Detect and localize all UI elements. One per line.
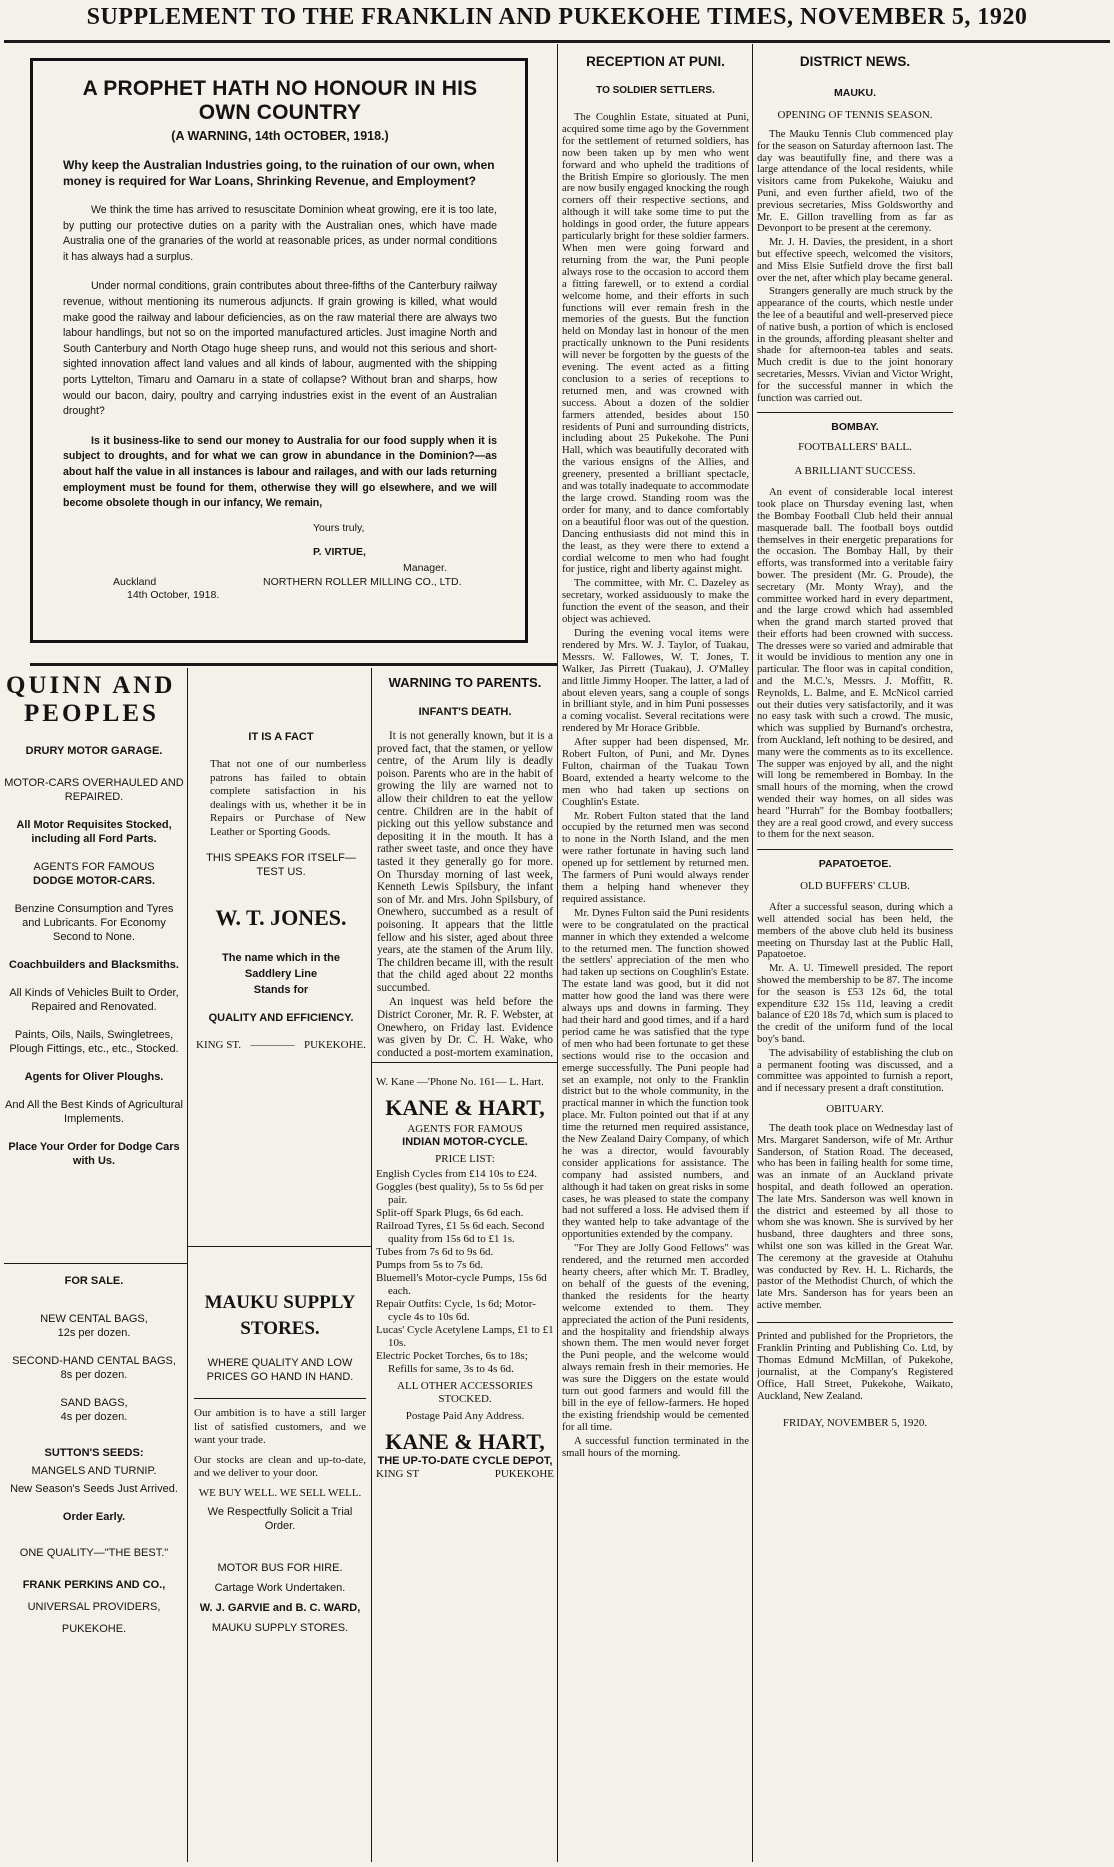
reception-paragraph-7: "For They are Jolly Good Fellows" was rendered, and the returned men accorded hearty cheers, after which Mr. T. Bradley, on behalf of the guests of the evening, thanked the residents for the hearty welcome extended to them. They appreciated the action of the Puni residents, and the hospitality and friendship always shown them. The men would never forget the Puni people, and the welcome would always remain fresh in their memories. He was sure the Diggers on the estate would turn out good farmers and would fill the bill in the eye of fellow-farmers. He hoped the existing friendship would be cemented for all time.	[562, 1242, 749, 1433]
reception-heading: RECEPTION AT PUNI.	[586, 54, 725, 69]
ad-paragraph-2: Under normal conditions, grain contributes about three-fifths of the Canterbury railway revenue, without mentioning its numerous adjuncts. If grain growing is killed, what would make good the railway and labour deficiencies, as on the raw material there are always two labour handlings, but not so on the imported manufactured articles. Just imagine North and South Canterbury and North Otago huge sheep runs, and would not this serious and short-sighted innovation affect land values and all kinds of labour, augmented with the shipping ports Lyttelton, Timaru and Oamaru in a state of collapse? Without bran and sharps, how would our bacon, dairy, poultry and carrying industries exist in the event of an Australian drought?	[63, 280, 497, 418]
sale-new-season: New Season's Seeds Just Arrived.	[10, 1483, 178, 1495]
ad-lead: Why keep the Australian Industries going, to the ruination of our own, when money is required for War Loans, Shrinking Revenue, and Employment?	[63, 158, 495, 188]
price-item: English Cycles from £14 10s to £24.	[376, 1168, 538, 1180]
warning-paragraph-2: An inquest was held before the District Coroner, Mr. R. F. Webster, at Onewhero, on Friday last. Evidence was given by Dr. C. H. Wake, who conducted a post-mortem examination,	[377, 996, 553, 1057]
kane-phone-line: W. Kane —'Phone No. 161— L. Hart.	[376, 1076, 544, 1088]
ball-subheading: A BRILLIANT SUCCESS.	[794, 465, 916, 478]
obituary-heading: OBITUARY.	[826, 1102, 884, 1115]
ad-signer: P. VIRTUE,	[313, 545, 366, 558]
jones-street: KING ST.	[196, 1039, 242, 1051]
imprint: Printed and published for the Proprietors, the Franklin Printing and Publishing Co. Ltd, by Thomas Edmund McMillan, of Pukekohe, journalist, at the Company's Registered Office, Hall Street, Pukekohe, Waikato, Auckland, New Zealand.	[757, 1330, 953, 1402]
reception-paragraph-3: During the evening vocal items were rendered by Mrs. W. J. Taylor, of Tuakau, Messrs. W. Fallowes, W. T. Jones, T. Walker, Jas Pirrett (Tuakau), J. O'Malley and little Jimmy Hooper. The latter, a lad of about eleven years, sang a couple of songs in brilliant style, and in him Puni possesses a coming vocalist. Several recitations were rendered by Mr Horace Gribble.	[562, 626, 749, 735]
stores-owners: W. J. GARVIE and B. C. WARD,	[199, 1601, 361, 1614]
sale-order: Order Early.	[62, 1511, 126, 1523]
price-item: Pumps from 5s to 7s 6d.	[376, 1259, 483, 1271]
obituary-body	[757, 1123, 953, 1312]
ad-yours: Yours truly,	[313, 521, 365, 534]
stores-footer: MAUKU SUPPLY STORES.	[211, 1621, 349, 1634]
stores-stocks: Our stocks are clean and up-to-date, and we deliver to your door.	[194, 1453, 366, 1479]
sale-second-bags: SECOND-HAND CENTAL BAGS,	[12, 1355, 176, 1367]
masthead-rule	[4, 40, 1110, 43]
buffers-body	[757, 902, 953, 1095]
jones-town: PUKEKOHE.	[303, 1039, 366, 1051]
quinn-oliver: Agents for Oliver Ploughs.	[24, 1071, 164, 1083]
sale-new-bags: NEW CENTAL BAGS,	[40, 1313, 148, 1325]
buffers-paragraph-3: The advisability of establishing the club on a permanent footing was discussed, and a committee was appointed to furnish a report, and if necessary present a draft constitution.	[757, 1047, 953, 1095]
sale-sand-bags: SAND BAGS,	[60, 1397, 128, 1409]
ball-paragraph-1: An event of considerable local interest took place on Thursday evening last, when the Bombay Football Club held their annual masquerade ball. The football boys outdid themselves in their energetic preparations for the occasion. The Bombay Hall, by their efforts, was transformed into a veritable fairy bower. The president (Mr. G. Proude), the secretary (Mr. Monty Wray), and the committee worked hard in every department, and the large crowd which had assembled when the grand march started proved that their efforts had been crowned with success. The dresses were so varied and admirable that it would be invidious to mention any one in particular. The floor was in capital condition, and the M.C.'s, Messrs. J. Moffitt, R. Reynolds, L. Balme, and E. McNicol carried out their duties very satisfactorily, and it was no easy task with such a crowd. The music, which was supplied by Burnand's orchestra, from Auckland, left nothing to be desired, and many were the comments as to its excellence. The supper was enjoyed by all, and the night will long be remembered in Bombay. In the small hours of the morning, when the crowd wended their way homes, on all sides was heard "Hurrah" for the Bombay footballers; they are a real good crowd, and every success to them for the next season.	[757, 487, 953, 841]
reception-paragraph-1: The Coughlin Estate, situated at Puni, acquired some time ago by the Government for the settlement of returned soldiers, has now been taken up by men who went forward and who upheld the traditions of the British Empire so gloriously. The men are now busily engaged knocking the rough corners off their respective sections, and although it will take some time to put the holdings in good order, the future appears particularly bright for these soldier farmers. When men were going forward and returning from the war, the Puni people always rose to the occasion to accord them a fitting farewell, or to extend a cordial welcome home, and their efforts in such functions will ever remain fresh in the memories of the guests. But the function held on Monday last in honour of the men practically unknown to the Puni residents will never be forgotten by the guests of the evening. The event acted as a fitting conclusion to a series of receptions to returned men, and was crowned with success. About a dozen of the soldier farmers attended, besides about 150 residents of Puni and surrounding districts, including about 25 Pukekohe. The Puni Hall, which was beautifully decorated with the various ensigns of the Allies, and greenery, presented a brilliant spectacle, and was totally inadequate to accommodate the large crowd. Standing room was the order for many, and to dance comfortably on a beautiful floor was out of the question. Dancing enthusiasts did not mind this in the least, as they were there to extend a cordial welcome to men who had fought for justice, right and liberty against might.	[562, 111, 749, 576]
price-item: Tubes from 7s 6d to 9s 6d.	[376, 1246, 494, 1258]
reception-subheading: TO SOLDIER SETTLERS.	[596, 85, 715, 96]
ad-paragraph-1: We think the time has arrived to resuscitate Dominion wheat growing, ere it is too late, by putting our protective duties on a parity with the Australian ones, which have made Australia one of the granaries of the world at reasonable prices, as under normal conditions it has always had a surplus.	[63, 204, 497, 263]
kane-town: PUKEKOHE	[494, 1468, 554, 1480]
district-rule-3	[757, 1322, 953, 1323]
stores-bus: MOTOR BUS FOR HIRE.	[217, 1561, 343, 1574]
warning-subheading: INFANT'S DEATH.	[418, 706, 512, 718]
district-mauku: MAUKU.	[834, 87, 876, 99]
kane-hart-ad	[376, 1076, 554, 1862]
kane-postage: Postage Paid Any Address.	[405, 1410, 525, 1422]
sale-heading: FOR SALE.	[64, 1275, 124, 1287]
masthead: SUPPLEMENT TO THE FRANKLIN AND PUKEKOHE TIMES, NOVEMBER 5, 1920	[86, 4, 1028, 30]
kane-street: KING ST	[376, 1468, 420, 1480]
jones-line-3: Stands for	[253, 984, 309, 996]
district-heading: DISTRICT NEWS.	[799, 54, 911, 69]
tennis-paragraph-1: The Mauku Tennis Club commenced play for the season on Saturday afternoon last. The day was beautifully fine, and there was a large attendance of the local residents, while visitors came from Pukekohe, Waiuku and Puni, and even further afield, two of the previous secretaries, Miss Goldsworthy and Mr. E. Gillon travelling from as far as Devonport to be present at the ceremony.	[757, 129, 953, 235]
stores-where: WHERE QUALITY AND LOW PRICES GO HAND IN HAND.	[206, 1357, 354, 1383]
sale-pukekohe: PUKEKOHE.	[61, 1623, 127, 1635]
reception-paragraph-8: A successful function terminated in the small hours of the morning.	[562, 1434, 749, 1459]
warning-divider	[372, 1062, 557, 1063]
dateline: FRIDAY, NOVEMBER 5, 1920.	[782, 1416, 928, 1429]
stores-title: MAUKU SUPPLY STORES.	[204, 1292, 356, 1339]
warning-body	[377, 730, 553, 1057]
ad-place: Auckland	[113, 575, 157, 588]
ad-subtitle: (A WARNING, 14th OCTOBER, 1918.)	[171, 129, 389, 143]
quinn-requisites: All Motor Requisites Stocked, including all Ford Parts.	[16, 819, 172, 845]
price-list	[376, 1168, 554, 1376]
quinn-implements: And All the Best Kinds of Agricultural Implements.	[5, 1099, 183, 1125]
warning-article	[377, 675, 553, 1057]
quinn-vehicles: All Kinds of Vehicles Built to Order, Repaired and Renovated.	[9, 987, 179, 1013]
jones-heading: IT IS A FACT	[248, 731, 314, 743]
quinn-coach: Coachbuilders and Blacksmiths.	[9, 959, 179, 971]
kane-depot: THE UP-TO-DATE CYCLE DEPOT,	[377, 1455, 553, 1467]
section-rule	[30, 663, 557, 666]
sale-second-price: 8s per dozen.	[60, 1369, 128, 1381]
jones-quality: QUALITY AND EFFICIENCY.	[208, 1012, 354, 1024]
jones-line-2: Saddlery Line	[244, 968, 318, 980]
tennis-paragraph-3: Strangers generally are much struck by the appearance of the courts, which nestle under the lee of a beautiful and well-preserved piece of native bush, a portion of which is enclosed in the grounds, affording pleasant shelter and shade for afternoon-tea tables and seats. Much credit is due to the joint honorary secretaries, Messrs. Vivian and Victor Wright, for the successful manner in which the function was carried out.	[757, 286, 953, 404]
price-item: Repair Outfits: Cycle, 1s 6d; Motor-cycle 4s to 10s 6d.	[376, 1298, 536, 1323]
sale-quality: ONE QUALITY—"THE BEST."	[19, 1547, 169, 1559]
price-item: Goggles (best quality), 5s to 5s 6d per pair.	[376, 1181, 544, 1206]
district-rule-1	[757, 412, 953, 413]
quinn-divider	[4, 1263, 187, 1264]
column-rule-right	[752, 44, 753, 1862]
sale-new-price: 12s per dozen.	[57, 1327, 131, 1339]
for-sale-ad	[4, 1274, 184, 1864]
quinn-garage: DRURY MOTOR GARAGE.	[25, 745, 163, 757]
ad-date: 14th October, 1918.	[127, 588, 220, 601]
quinn-title-1: QUINN AND	[6, 672, 176, 699]
stores-buy-sell: WE BUY WELL. WE SELL WELL.	[198, 1486, 362, 1499]
price-item: Electric Pocket Torches, 6s to 18s; Refills for same, 3s to 4s 6d.	[376, 1350, 528, 1375]
kane-indian: INDIAN MOTOR-CYCLE.	[402, 1136, 528, 1148]
jones-line-1: The name which in the	[222, 952, 340, 964]
sale-mangels: MANGELS AND TURNIP.	[31, 1465, 157, 1477]
price-item: Bluemell's Motor-cycle Pumps, 15s 6d each.	[376, 1272, 547, 1297]
district-papatoetoe: PAPATOETOE.	[818, 858, 892, 871]
jones-name: W. T. JONES.	[215, 905, 347, 930]
district-news	[757, 54, 953, 1862]
tennis-heading: OPENING OF TENNIS SEASON.	[777, 109, 933, 121]
quinn-peoples-ad	[4, 672, 184, 1272]
ad-company: NORTHERN ROLLER MILLING CO., LTD.	[263, 575, 462, 588]
district-bombay: BOMBAY.	[831, 421, 879, 434]
prophet-advertisement	[30, 58, 528, 643]
price-item: Split-off Spark Plugs, 6s 6d each.	[376, 1207, 524, 1219]
kane-name: KANE & HART,	[385, 1095, 545, 1120]
ad-title: A PROPHET HATH NO HONOUR IN HIS OWN COUNTRY	[82, 77, 478, 124]
buffers-heading: OLD BUFFERS' CLUB.	[800, 880, 910, 893]
sale-suttons: SUTTON'S SEEDS:	[44, 1447, 144, 1459]
mauku-stores-ad	[194, 1290, 366, 1862]
reception-body	[562, 112, 749, 1460]
quinn-title-2: PEOPLES	[24, 700, 159, 727]
ad-manager: Manager.	[403, 561, 447, 574]
jones-ad	[196, 690, 366, 1250]
buffers-paragraph-2: Mr. A. U. Timewell presided. The report showed the membership to be 87. The income for the season is £53 12s 6d, the total expenditure £32 15s 11d, leaving a credit balance of £20 18s 7d, which sum is placed to the credit of the uniform fund of the local boy's band.	[757, 963, 953, 1045]
column-rule-jones	[371, 668, 372, 1862]
reception-paragraph-4: After supper had been dispensed, Mr. Robert Fulton, of Puni, and Mr. Dynes Fulton, chairman of the Tuakau Town Board, extended a hearty welcome to the men who had taken up sections on Coughlin's Estate.	[562, 736, 749, 808]
jones-dash: ————	[250, 1039, 295, 1051]
kane-accessories: ALL OTHER ACCESSORIES STOCKED.	[397, 1380, 533, 1405]
district-rule-2	[757, 849, 953, 850]
column-rule-quinn	[187, 668, 188, 1862]
price-item: Lucas' Cycle Acetylene Lamps, £1 to £1 10s.	[376, 1324, 554, 1349]
reception-paragraph-6: Mr. Dynes Fulton said the Puni residents were to be congratulated on the practical manner in which they extended a welcome to the returned men. The function showed the settlers' appreciation of the men who had taken up sections on Coughlin's Estate. The estate land was good, but it did not matter how good the land was there were always ups and downs in farming. They had their hard and good times, and if a hard period came he was satisfied that the type of men who had been fortunate to get these sections would rise to the occasion and emerge successfully. The Puni people had set an example, not only to the Franklin district but to the whole community, in the practical manner in which the function took place. Mr. Fulton pointed out that if at any time the returned men required assistance, the New Zealand Dairy Company, of which he was a director, would favourably consider applications for assistance. The company had assisted numbers, and although it had taken on great risks in some cases, he was pleased to state the company had not suffered a loss. He advised them if they wanted help to take advantage of the opportunities extended by the company.	[562, 906, 749, 1241]
reception-paragraph-5: Mr. Robert Fulton stated that the land occupied by the returned men was second to none in the North Island, and the men were rather fortunate in having such land opened up for settlement by returned men. The farmers of Puni would always render them a helping hand whenever they required assistance.	[562, 809, 749, 905]
ad-paragraph-3: Is it business-like to send our money to Australia for our food supply when it is subject to droughts, and for what we can grow in abundance in the Dominion?—as about half the value in all instances is labour and railages, and with our lads returning employment must be found for them, otherwise they will go elsewhere, and we will become obsolete though in our infancy, We remain,	[63, 434, 497, 510]
warning-paragraph-1: It is not generally known, but it is a proved fact, that the stamen, or yellow centre, of the Arum lily is deadly poison. Parents who are in the habit of growing the lily are warned not to allow their children to eat the yellow centre. Children are in the habit of picking out this yellow substance and depositing it in the mouth. It has a rather sweet taste, and once they have tasted it they generally go for more. On Thursday morning of last week, Kenneth Lewis Spilsbury, the infant son of Mr. and Mrs. John Spilsbury, of Onewhero, succumbed as a result of poisoning. It appears that the little fellow and his sister, aged about three years, ate the stamen of the Arum lily. The children became ill, with the result that the child aged about 22 months succumbed.	[377, 730, 553, 994]
sale-perkins: FRANK PERKINS AND CO.,	[22, 1579, 166, 1591]
column-rule-main	[557, 44, 558, 1862]
ball-body	[757, 487, 953, 841]
quinn-overhauled: MOTOR-CARS OVERHAULED AND REPAIRED.	[4, 777, 184, 803]
price-item: Railroad Tyres, £1 5s 6d each. Second quality from 15s 6d to £1 1s.	[376, 1220, 545, 1245]
jones-divider	[188, 1246, 371, 1247]
tennis-body	[757, 129, 953, 404]
jones-speaks: THIS SPEAKS FOR ITSELF—TEST US.	[206, 852, 356, 878]
kane-agents: AGENTS FOR FAMOUS	[407, 1123, 523, 1135]
stores-cartage: Cartage Work Undertaken.	[214, 1581, 346, 1594]
reception-paragraph-2: The committee, with Mr. C. Dazeley as secretary, worked assiduously to make the function the event of the season, and their object was achieved.	[562, 577, 749, 626]
quinn-agents: AGENTS FOR FAMOUS	[33, 861, 155, 873]
quinn-benzine: Benzine Consumption and Tyres and Lubricants. For Economy Second to None.	[14, 903, 174, 943]
sale-universal: UNIVERSAL PROVIDERS,	[27, 1601, 161, 1613]
quinn-dodge: DODGE MOTOR-CARS.	[32, 875, 156, 887]
sale-sand-price: 4s per dozen.	[60, 1411, 128, 1423]
stores-rule	[194, 1398, 366, 1399]
jones-body: That not one of our numberless patrons has failed to obtain complete satisfaction in his dealings with us, whether it be in Repairs or Purchase of New Leather or Sporting Goods.	[210, 758, 366, 838]
warning-heading: WARNING TO PARENTS.	[388, 675, 542, 690]
quinn-place-order: Place Your Order for Dodge Cars with Us.	[8, 1141, 180, 1167]
stores-solicit: We Respectfully Solicit a Trial Order.	[207, 1505, 353, 1532]
obituary-paragraph-1: The death took place on Wednesday last of Mrs. Margaret Sanderson, wife of Mr. Arthur Sanderson, of Station Road. The deceased, who has been in failing health for some time, was an inmate of an Auckland private hospital, and death followed an operation. The late Mrs. Sanderson was well known in the district and esteemed by all those to whom she was known. She is survived by her husband, three daughters and three sons, whilst one son was killed in the Great War. The ceremony at the graveside at Otahuhu was conducted by Rev. H. L. Richards, the pastor of the Methodist Church, of which the late Mrs. Sanderson has for years been an active member.	[757, 1122, 953, 1311]
ball-heading: FOOTBALLERS' BALL.	[798, 441, 912, 454]
reception-article	[562, 54, 749, 1862]
stores-ambition: Our ambition is to have a still larger list of satisfied customers, and we want your trade.	[194, 1407, 366, 1446]
kane-price-list: PRICE LIST:	[435, 1153, 495, 1165]
quinn-paints: Paints, Oils, Nails, Swingletrees, Plough Fittings, etc., etc., Stocked.	[9, 1029, 179, 1055]
buffers-paragraph-1: After a successful season, during which a well attended social has been held, the members of the above club held its business meeting on Thursday last at the Public Hall, Papatoetoe.	[757, 902, 953, 961]
kane-name-2: KANE & HART,	[385, 1429, 545, 1454]
tennis-paragraph-2: Mr. J. H. Davies, the president, in a short but effective speech, welcomed the visitors, and Miss Elsie Sutfield drove the first ball over the net, after which play became general.	[757, 237, 953, 284]
